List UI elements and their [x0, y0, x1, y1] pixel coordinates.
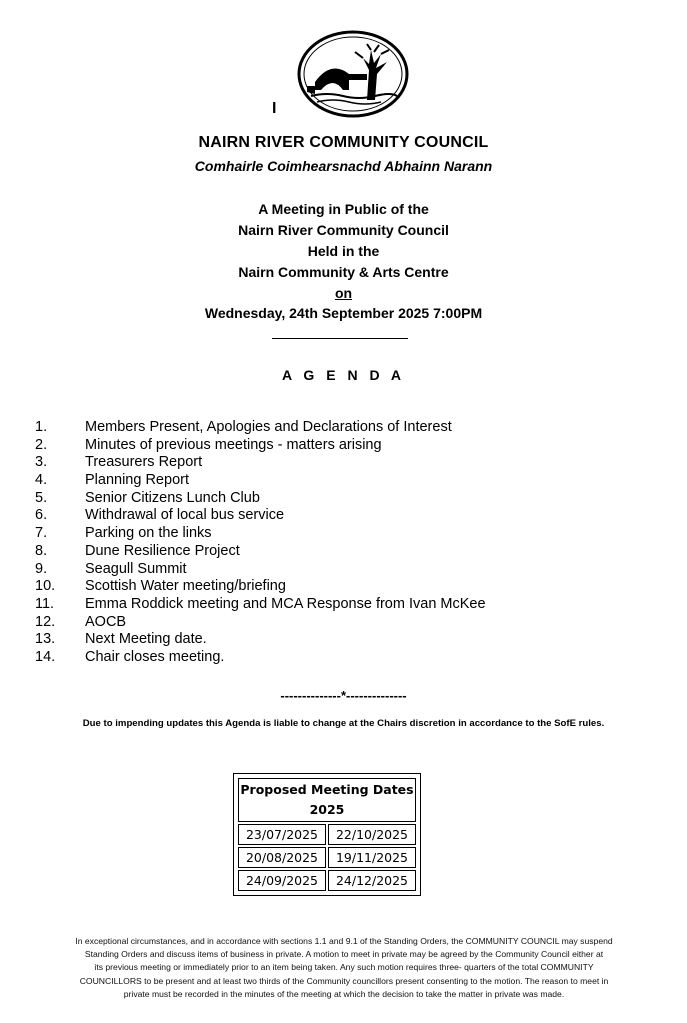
agenda-item: [35, 543, 655, 561]
agenda-item: [35, 614, 655, 632]
agenda-item: [35, 507, 655, 525]
agenda-item-text: Members Present, Apologies and Declarations of Interest: [85, 419, 452, 435]
agenda-heading: A G E N D A: [281, 367, 406, 383]
date-cell: 19/11/2025: [328, 847, 416, 868]
footnote-line: Standing Orders and discuss items of business in private. A motion to meet in private may be agreed by the Community Council either at: [84, 949, 604, 960]
agenda-item: [35, 631, 655, 649]
agenda-item-number: 13.: [35, 631, 56, 648]
meeting-line: Held in the: [307, 243, 380, 259]
agenda-item-number: 12.: [35, 613, 56, 630]
agenda-item-number: 6.: [35, 507, 48, 524]
agenda-item-text: Scottish Water meeting/briefing: [85, 578, 286, 595]
date-cell: 24/09/2025: [238, 870, 326, 891]
agenda-item-number: 8.: [35, 542, 48, 559]
agenda-item: [35, 596, 655, 614]
agenda-item-text: Treasurers Report: [85, 454, 203, 471]
agenda-item: [35, 649, 655, 667]
meeting-dates-table: [233, 773, 421, 896]
agenda-item-number: 3.: [35, 454, 48, 471]
agenda-item-text: Seagull Summit: [85, 560, 187, 577]
meeting-line: A Meeting in Public of the: [258, 201, 429, 217]
footnote-line: In exceptional circumstances, and in accordance with sections 1.1 and 9.1 of the Standing Orders, the COMMUNITY COUNCIL may suspend: [75, 936, 613, 946]
agenda-item-text: Next Meeting date.: [85, 631, 207, 648]
agenda-item-text: AOCB: [85, 613, 127, 630]
agenda-item-number: 14.: [35, 648, 56, 665]
disclaimer: Due to impending updates this Agenda is liable to change at the Chairs discretion in accordance to the SofE rules.: [82, 718, 605, 729]
agenda-item: [35, 419, 655, 437]
agenda-item-text: Withdrawal of local bus service: [85, 507, 285, 524]
footnote-line: private must be recorded in the minutes of the meeting at which the decision to take the matter in private was made.: [123, 988, 565, 999]
meeting-line: on: [334, 285, 353, 301]
footnote-line: COUNCILLORS to be present and at least two thirds of the Community councillors present consenting to the motion. The reason to meet in: [79, 975, 609, 986]
table-row: [238, 824, 416, 845]
agenda-item-number: 9.: [35, 560, 48, 577]
table-heading-year: 2025: [309, 802, 345, 817]
date-cell: 23/07/2025: [238, 824, 326, 845]
divider: [272, 338, 408, 339]
table-heading-title: Proposed Meeting Dates: [240, 782, 414, 797]
stray-mark: I: [272, 100, 277, 117]
agenda-item-text: Emma Roddick meeting and MCA Response from Ivan McKee: [85, 595, 486, 612]
private-business-footnote: [24, 935, 664, 1001]
agenda-item-text: Senior Citizens Lunch Club: [85, 489, 260, 506]
agenda-item: [35, 578, 655, 596]
agenda-item-text: Dune Resilience Project: [85, 542, 240, 559]
meeting-line: Nairn Community & Arts Centre: [238, 264, 449, 280]
agenda-item-number: 1.: [35, 419, 48, 435]
separator: --------------*--------------: [280, 688, 407, 703]
agenda-item: [35, 437, 655, 455]
river-bridge-tree-logo-icon: [297, 30, 409, 118]
table-heading: [238, 778, 416, 822]
gaelic-name: Comhairle Coimhearsnachd Abhainn Narann: [194, 158, 493, 174]
agenda-item-number: 4.: [35, 472, 48, 489]
agenda-item: [35, 454, 655, 472]
date-cell: 22/10/2025: [328, 824, 416, 845]
agenda-item-text: Planning Report: [85, 472, 189, 489]
agenda-item-text: Minutes of previous meetings - matters arising: [85, 436, 382, 453]
meeting-line: Nairn River Community Council: [238, 222, 449, 238]
agenda-item-text: Chair closes meeting.: [85, 648, 225, 665]
agenda-item-number: 10.: [35, 578, 56, 595]
agenda-item-number: 11.: [35, 595, 55, 612]
agenda-item-number: 2.: [35, 436, 48, 453]
footnote-line: its previous meeting or immediately prior to an item being taken. Any such motion requires three- quarters of the total COMMUNITY: [94, 962, 594, 973]
meeting-date-line: Wednesday, 24th September 2025 7:00PM: [204, 305, 483, 321]
council-name: NAIRN RIVER COMMUNITY COUNCIL: [198, 134, 489, 151]
table-row: [238, 847, 416, 868]
agenda-item: [35, 561, 655, 579]
agenda-item-number: 5.: [35, 489, 48, 506]
table-row: [238, 870, 416, 891]
agenda-item: [35, 490, 655, 508]
agenda-item-number: 7.: [35, 525, 48, 542]
date-cell: 24/12/2025: [328, 870, 416, 891]
agenda-item-text: Parking on the links: [85, 525, 212, 542]
agenda-item: [35, 472, 655, 490]
date-cell: 20/08/2025: [238, 847, 326, 868]
agenda-list: [35, 419, 655, 667]
agenda-item: [35, 525, 655, 543]
